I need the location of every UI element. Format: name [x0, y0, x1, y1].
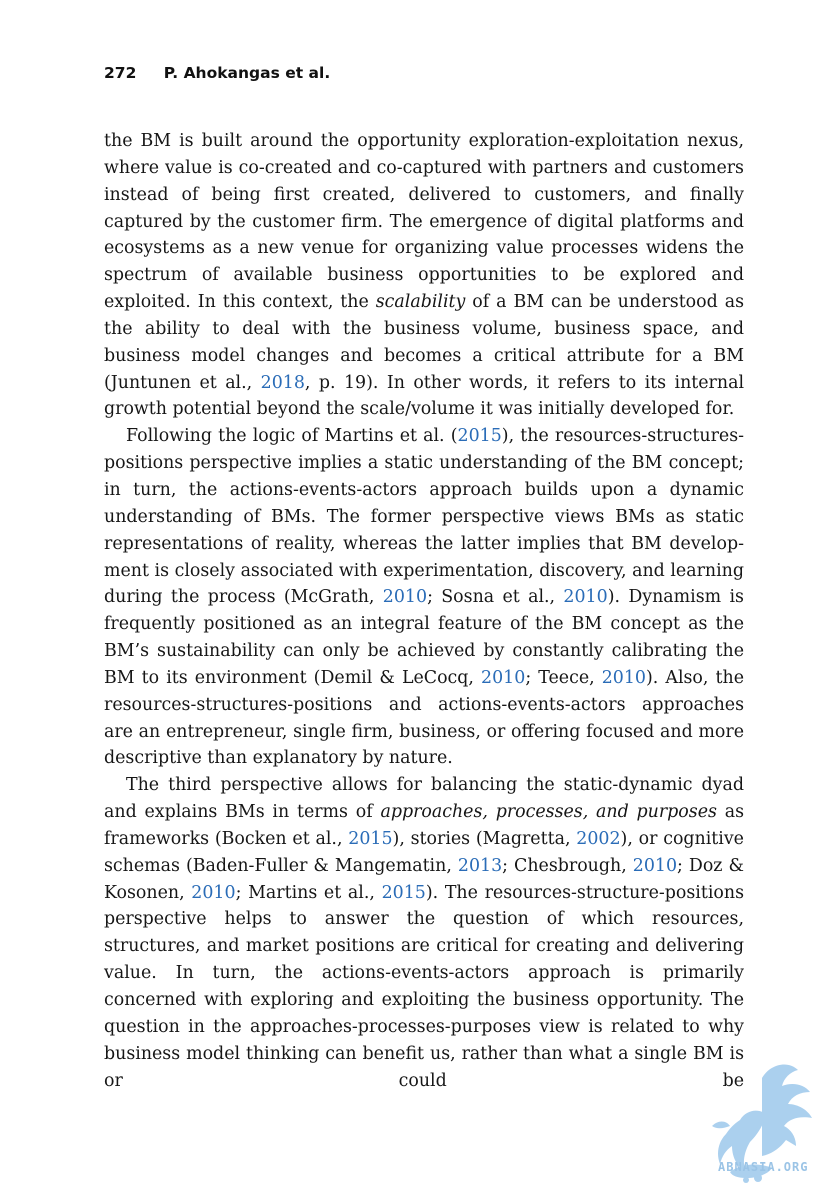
text-run: ). The resources-structure-​positions perspective helps to answer the question of which resources, structures, and market positions are critical for creating and delivering value. In turn, the actions-events-actors approach is primarily concerned with exploring and exploiting the business opportunity. The question in the approaches-processes-purposes view is related to why business model thinking can benefit us, rather than what a single BM is or could be: [104, 882, 744, 1091]
emphasis-text: scalability: [375, 292, 466, 313]
body-text: [104, 128, 744, 1094]
emphasis-text: approaches, processes, and purposes: [380, 802, 717, 823]
text-run: of a BM can be understood as the ability to deal with the business volume, business space, and business model changes and becomes a critical attribute for a BM (Juntunen et al.,: [104, 292, 744, 393]
text-run: ). Also, the resources-structures-positions and actions-events-actors approaches are an entrepreneur, single firm, business, or offering focused and more descriptive than explanatory by nature.: [104, 667, 744, 769]
page-number: 272: [104, 64, 137, 82]
text-run: Following the logic of Martins et al. (: [126, 426, 458, 447]
body-paragraph: [104, 423, 744, 772]
text-run: ; Chesbrough,: [502, 855, 633, 876]
text-run: ; Teece,: [525, 667, 602, 688]
text-run: ). Dynamism is frequently positioned as an integral feature of the BM concept as the BM’s sustainability can only be achieved by constantly calibrating the BM to its environment (Demil & LeCocq,: [104, 587, 744, 688]
citation-year-link[interactable]: 2010: [563, 587, 608, 608]
citation-year-link[interactable]: 2013: [457, 855, 503, 876]
running-head: [104, 64, 330, 82]
citation-year-link[interactable]: 2010: [632, 855, 678, 876]
text-run: ; Sosna et al.,: [427, 587, 564, 608]
text-run: The third perspective allows for balancing the static-dynamic dyad and explains BMs in terms of: [104, 775, 744, 823]
text-run: ), or cognitive schemas (Baden-Fuller & Mangematin,: [104, 828, 744, 876]
text-run: ), the resources-structures-​positions perspective implies a static understanding of the BM concept; in turn, the actions-events-actors approach builds upon a dynamic understanding of BMs. The former perspective views BMs as static representations of reality, whereas the latter implies that BM development is closely associated with experimentation, discovery, and learning during the process (McGrath,: [104, 426, 744, 608]
citation-year-link[interactable]: 2002: [576, 828, 621, 849]
text-run: ; Martins et al.,: [235, 882, 382, 903]
citation-year-link[interactable]: 2010: [601, 667, 646, 688]
citation-year-link[interactable]: 2010: [481, 667, 526, 688]
body-paragraph: [104, 772, 744, 1094]
text-run: the BM is built around the opportunity exploration-exploitation nexus, where value is co-created and co-captured with partners and customers instead of being first created, delivered to customers, and finally captured by the customer firm. The emergence of digital platforms and ecosystems as a new venue for organizing value processes widens the spectrum of available business opportunities to be explored and exploited. In this context, the: [104, 131, 744, 313]
text-run: ), stories (Magretta,: [392, 828, 577, 849]
text-run: as frameworks (Bocken et al.,: [104, 802, 745, 849]
citation-year-link[interactable]: 2015: [348, 828, 393, 849]
text-run: ; Doz & Kosonen,: [104, 855, 744, 903]
citation-year-link[interactable]: 2015: [457, 426, 502, 447]
citation-year-link[interactable]: 2010: [382, 587, 428, 608]
text-run: , p. 19). In other words, it refers to its internal growth potential beyond the scale/​volume it was initially developed for.: [104, 372, 745, 420]
citation-year-link[interactable]: 2010: [191, 882, 236, 903]
body-paragraph: [104, 128, 744, 423]
citation-year-link[interactable]: 2018: [260, 372, 305, 393]
watermark-text: ABNASIA.ORG: [718, 1160, 809, 1174]
running-head-authors: P. Ahokangas et al.: [163, 64, 331, 82]
citation-year-link[interactable]: 2015: [381, 882, 426, 903]
